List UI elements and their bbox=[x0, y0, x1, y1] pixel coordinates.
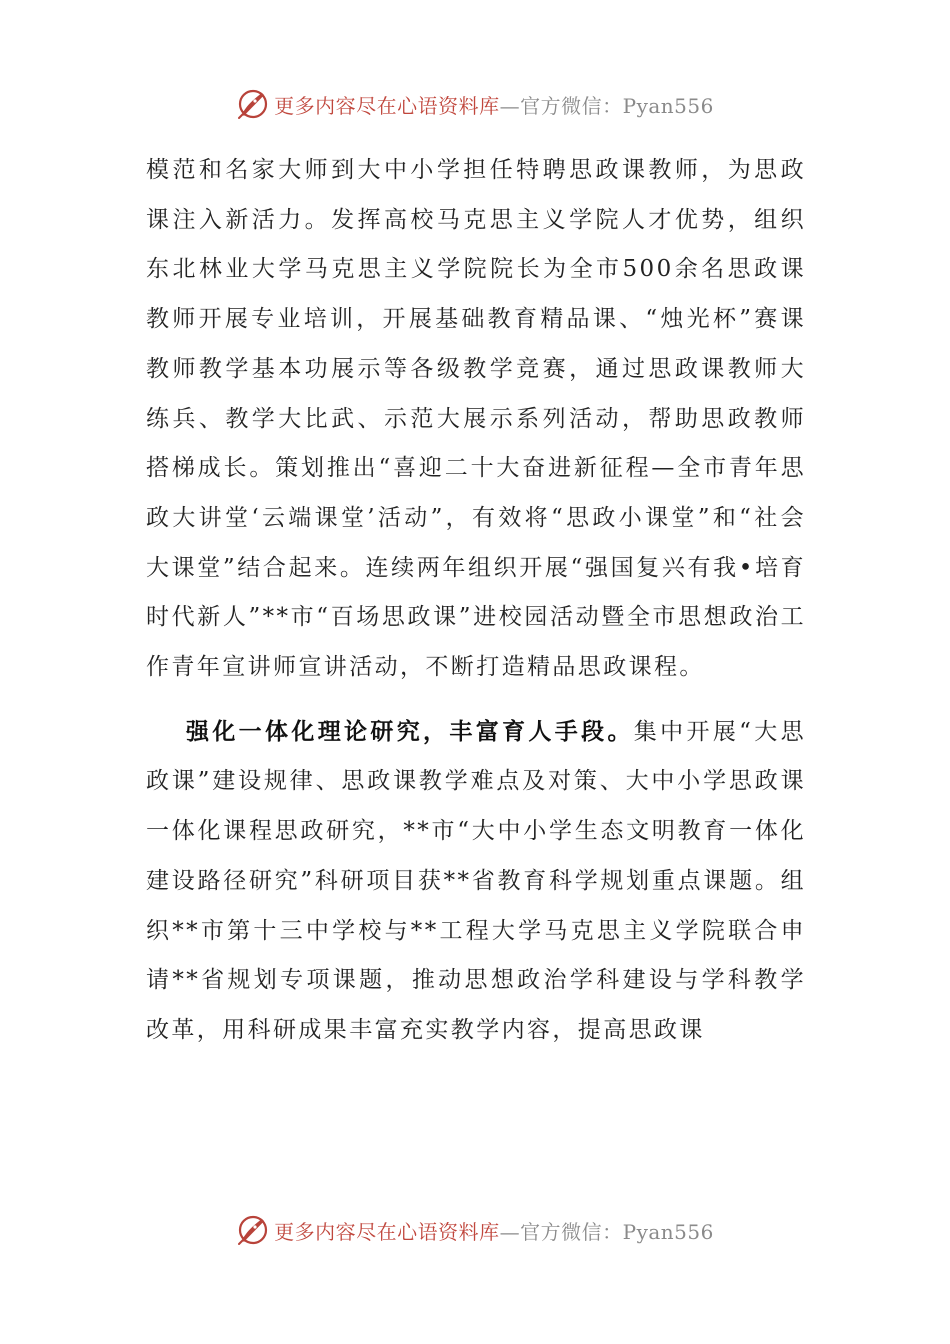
banner-site-name: 更多内容尽在心语资料库 bbox=[274, 1219, 500, 1244]
banner-wechat: —官方微信：Pyan556 bbox=[499, 93, 714, 118]
paragraph-2 bbox=[146, 707, 806, 1056]
paragraph-2-text: 集中开展“大思政课”建设规律、思政课教学难点及对策、大中小学思政课一体化课程思政研究，**市“大中小学生态文明教育一体化建设路径研究”科研项目获**省教育科学规划重点课题。组织**市第十三中学校与**工程大学马克思主义学院联合申请**省规划专项课题，推动思想政治学科建设与学科教学改革，用科研成果丰富充实教学内容，提高思政课 bbox=[146, 718, 806, 1043]
document-body bbox=[146, 146, 806, 1056]
banner-text bbox=[274, 90, 714, 119]
paragraph-1: 模范和名家大师到大中小学担任特聘思政课教师，为思政课注入新活力。发挥高校马克思主义学院人才优势，组织东北林业大学马克思主义学院院长为全市500余名思政课教师开展专业培训，开展基础教育精品课、“烛光杯”赛课教师教学基本功展示等各级教学竞赛，通过思政课教师大练兵、教学大比武、示范大展示系列活动，帮助思政教师搭梯成长。策划推出“喜迎二十大奋进新征程—全市青年思政大讲堂‘云端课堂’活动”，有效将“思政小课堂”和“社会大课堂”结合起来。连续两年组织开展“强国复兴有我•培育时代新人”**市“百场思政课”进校园活动暨全市思想政治工作青年宣讲师宣讲活动，不断打造精品思政课程。 bbox=[146, 157, 806, 681]
banner-wechat: —官方微信：Pyan556 bbox=[499, 1219, 714, 1244]
footer-banner bbox=[0, 1210, 950, 1250]
banner-site-name: 更多内容尽在心语资料库 bbox=[274, 93, 500, 118]
banner-text bbox=[274, 1216, 714, 1245]
pen-nib-logo-icon bbox=[236, 1213, 270, 1247]
header-banner bbox=[0, 84, 950, 124]
paragraph-2-heading: 强化一体化理论研究，丰富育人手段。 bbox=[186, 717, 634, 745]
pen-nib-logo-icon bbox=[236, 87, 270, 121]
